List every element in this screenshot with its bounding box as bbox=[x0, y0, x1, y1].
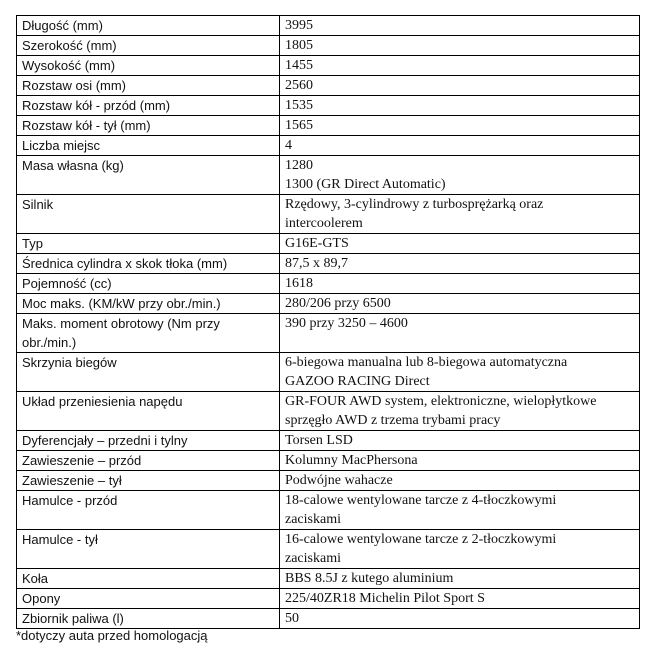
spec-value-line: Kolumny MacPhersona bbox=[285, 453, 418, 468]
table-row bbox=[17, 36, 640, 56]
table-row bbox=[17, 294, 640, 314]
spec-label: Średnica cylindra x skok tłoka (mm) bbox=[17, 254, 280, 274]
spec-value-line: Rzędowy, 3-cylindrowy z turbosprężarką oraz bbox=[285, 197, 544, 212]
spec-label: Opony bbox=[17, 589, 280, 609]
spec-value bbox=[280, 609, 640, 629]
spec-table bbox=[16, 15, 640, 629]
table-row bbox=[17, 491, 640, 530]
spec-value bbox=[280, 491, 640, 530]
spec-value-line: 1280 bbox=[285, 158, 313, 173]
spec-label: Wysokość (mm) bbox=[17, 56, 280, 76]
table-row bbox=[17, 353, 640, 392]
spec-value bbox=[280, 392, 640, 431]
spec-value bbox=[280, 16, 640, 36]
footnote: *dotyczy auta przed homologacją bbox=[16, 628, 208, 643]
spec-value-line: 2560 bbox=[285, 78, 313, 93]
spec-label: Długość (mm) bbox=[17, 16, 280, 36]
spec-value bbox=[280, 234, 640, 254]
spec-value-line: 18-calowe wentylowane tarcze z 4-tłoczkowymi bbox=[285, 493, 557, 508]
spec-value-line: 280/206 przy 6500 bbox=[285, 296, 391, 311]
spec-label: Rozstaw kół - przód (mm) bbox=[17, 96, 280, 116]
table-row bbox=[17, 274, 640, 294]
spec-label: Silnik bbox=[17, 195, 280, 234]
spec-value-line: 1565 bbox=[285, 118, 313, 133]
spec-value-line: G16E-GTS bbox=[285, 236, 349, 251]
spec-label: Skrzynia biegów bbox=[17, 353, 280, 392]
spec-value-line: sprzęgło AWD z trzema trybami pracy bbox=[285, 413, 501, 428]
spec-value-line: 3995 bbox=[285, 18, 313, 33]
table-row bbox=[17, 451, 640, 471]
table-row bbox=[17, 16, 640, 36]
spec-label: Hamulce - przód bbox=[17, 491, 280, 530]
spec-label: Maks. moment obrotowy (Nm przy obr./min.) bbox=[17, 314, 280, 353]
spec-value bbox=[280, 156, 640, 195]
spec-value-line: Torsen LSD bbox=[285, 433, 353, 448]
spec-label: Moc maks. (KM/kW przy obr./min.) bbox=[17, 294, 280, 314]
spec-value-line: 1300 (GR Direct Automatic) bbox=[285, 177, 446, 192]
spec-value bbox=[280, 314, 640, 353]
table-row bbox=[17, 156, 640, 195]
spec-value bbox=[280, 589, 640, 609]
spec-label: Liczba miejsc bbox=[17, 136, 280, 156]
spec-value bbox=[280, 36, 640, 56]
spec-value-line: GR-FOUR AWD system, elektroniczne, wielopłytkowe bbox=[285, 394, 597, 409]
spec-value-line: 87,5 x 89,7 bbox=[285, 256, 348, 271]
spec-value bbox=[280, 56, 640, 76]
table-row bbox=[17, 56, 640, 76]
spec-value bbox=[280, 431, 640, 451]
spec-value bbox=[280, 274, 640, 294]
table-row bbox=[17, 569, 640, 589]
spec-value-line: 50 bbox=[285, 611, 299, 626]
spec-value bbox=[280, 254, 640, 274]
table-row bbox=[17, 76, 640, 96]
spec-label: Typ bbox=[17, 234, 280, 254]
spec-value bbox=[280, 294, 640, 314]
spec-value-line: 390 przy 3250 – 4600 bbox=[285, 316, 408, 331]
spec-label: Układ przeniesienia napędu bbox=[17, 392, 280, 431]
spec-value bbox=[280, 195, 640, 234]
spec-value bbox=[280, 353, 640, 392]
spec-value-line: 16-calowe wentylowane tarcze z 2-tłoczkowymi bbox=[285, 532, 557, 547]
spec-value-line: BBS 8.5J z kutego aluminium bbox=[285, 571, 454, 586]
table-row bbox=[17, 116, 640, 136]
table-row bbox=[17, 530, 640, 569]
spec-label: Pojemność (cc) bbox=[17, 274, 280, 294]
spec-label: Zawieszenie – tył bbox=[17, 471, 280, 491]
spec-value-line: 1455 bbox=[285, 58, 313, 73]
spec-value-line: zaciskami bbox=[285, 551, 341, 566]
spec-value bbox=[280, 136, 640, 156]
spec-value-line: 4 bbox=[285, 138, 292, 153]
table-row bbox=[17, 136, 640, 156]
table-row bbox=[17, 234, 640, 254]
spec-value bbox=[280, 76, 640, 96]
spec-value-line: 1618 bbox=[285, 276, 313, 291]
table-row bbox=[17, 609, 640, 629]
spec-label: Masa własna (kg) bbox=[17, 156, 280, 195]
table-row bbox=[17, 431, 640, 451]
spec-value-line: intercoolerem bbox=[285, 216, 363, 231]
spec-value bbox=[280, 116, 640, 136]
spec-value-line: 1535 bbox=[285, 98, 313, 113]
spec-label: Rozstaw kół - tył (mm) bbox=[17, 116, 280, 136]
table-row bbox=[17, 96, 640, 116]
table-row bbox=[17, 314, 640, 353]
spec-value-line: GAZOO RACING Direct bbox=[285, 374, 430, 389]
spec-value bbox=[280, 96, 640, 116]
spec-label: Szerokość (mm) bbox=[17, 36, 280, 56]
table-row bbox=[17, 589, 640, 609]
spec-value-line: 1805 bbox=[285, 38, 313, 53]
spec-value bbox=[280, 451, 640, 471]
spec-label: Rozstaw osi (mm) bbox=[17, 76, 280, 96]
table-row bbox=[17, 254, 640, 274]
spec-value bbox=[280, 569, 640, 589]
spec-value-line: 6-biegowa manualna lub 8-biegowa automatyczna bbox=[285, 355, 568, 370]
table-row bbox=[17, 392, 640, 431]
spec-label: Hamulce - tył bbox=[17, 530, 280, 569]
spec-table-body bbox=[17, 16, 640, 629]
spec-label: Zawieszenie – przód bbox=[17, 451, 280, 471]
spec-value-line: zaciskami bbox=[285, 512, 341, 527]
table-row bbox=[17, 195, 640, 234]
spec-value-line: 225/40ZR18 Michelin Pilot Sport S bbox=[285, 591, 485, 606]
table-row bbox=[17, 471, 640, 491]
spec-value-line: Podwójne wahacze bbox=[285, 473, 393, 488]
spec-value bbox=[280, 471, 640, 491]
spec-label: Dyferencjały – przedni i tylny bbox=[17, 431, 280, 451]
spec-value bbox=[280, 530, 640, 569]
spec-label: Koła bbox=[17, 569, 280, 589]
spec-label: Zbiornik paliwa (l) bbox=[17, 609, 280, 629]
